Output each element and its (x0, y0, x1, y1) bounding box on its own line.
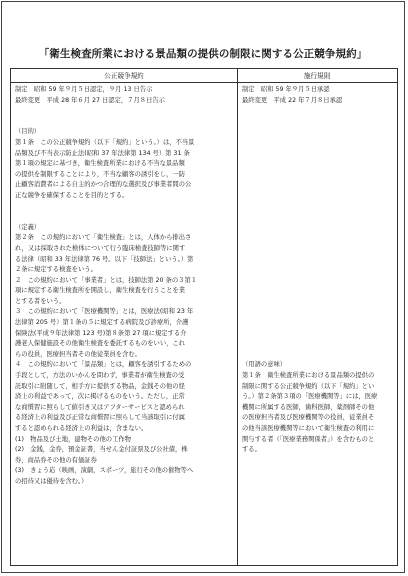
document-title: 「衛生検査所業における景品類の提供の制限に関する公正競争規約」 (38, 48, 368, 60)
code-text-line: 品類及び不当表示防止法(昭和 37 年法律第 134 号）第 31 条 (15, 149, 190, 157)
rules-text-line: 機関に所属する医師，歯科医師，薬剤師その他 (242, 403, 375, 411)
code-text-line (15, 106, 235, 117)
header-enforcement-rules: 施行規則 (237, 69, 397, 83)
comparison-table (10, 68, 398, 566)
code-text-line: すると認められる経済上の利益は，含まない。 (15, 425, 148, 432)
rules-text-line (242, 180, 394, 191)
rules-text-line (242, 307, 394, 318)
header-fair-competition-code: 公正競争規約 (11, 69, 237, 83)
rules-text-line (242, 170, 394, 181)
code-text-line: 済上の利益であって，次に掲げるものをいう。ただし，正常 (15, 393, 185, 401)
rules-text-line (242, 223, 394, 234)
code-text-line: の提供を制限することにより，不当な顧客の誘引をし，一防 (15, 170, 186, 178)
code-text-line (15, 212, 235, 223)
code-text-line: 第２条 この規約において「衛生検査」とは，人体から排出さ (15, 234, 192, 242)
rules-text-column (242, 85, 394, 456)
rules-text-line (242, 233, 394, 244)
rules-text-line (242, 138, 394, 149)
code-text-line: (3) きょう応（映画，演劇，スポーツ，旅行その他の催物等へ (15, 467, 194, 475)
code-text-line: （定義） (15, 223, 41, 231)
code-text-line (15, 202, 235, 213)
code-text-line: 正な競争を確保することを目的とする。 (15, 191, 129, 199)
code-text-line: れ，又は採取された検体について行う臨床検査技師等に関す (15, 244, 186, 252)
code-text-line: の招待又は優待を含む。） (15, 477, 88, 485)
code-text-line: 券，商品券その他の有価証券 (15, 456, 97, 464)
rules-text-line (242, 255, 394, 266)
code-text-line: る経済上の利益及び正常な商慣習に照らして当該取引に付属 (15, 414, 186, 422)
rules-text-line: う。）第２条第３項の「医療機関等」には，医療 (242, 393, 378, 401)
rules-text-line (242, 329, 394, 340)
code-text-line: (1) 物品及び土地，建物その他の工作物 (15, 435, 131, 443)
code-text-line (15, 117, 235, 128)
rules-text-line (242, 318, 394, 329)
code-text-line: る法律（昭和 33 年法律第 76 号。以下「技師法」という。）第 (15, 255, 194, 263)
code-text-line: 制定 昭和 59 年９月５日認定，９月 13 日告示 (15, 86, 153, 93)
code-text-line: らの役員，医療担当者その他従業員を含む。 (15, 350, 141, 358)
code-text-line: 最終変更 平成 28 年６月 27 日認定，７月８日告示 (15, 96, 165, 104)
rules-text-line (242, 117, 394, 128)
code-text-line: 止顧客消費者による自主的かつ合理的な選択及び事業者間の公 (15, 181, 192, 189)
code-text-line: 第１項の規定に基づき，衛生検査所業における不当な景品類 (15, 160, 185, 168)
rules-text-line: の他当該医療機関等において衛生検査の利用に (242, 425, 375, 432)
column-divider (237, 69, 238, 565)
rules-text-line (242, 106, 394, 117)
rules-text-line (242, 202, 394, 213)
code-text-line: な商慣習に照らして値引き又はアフターサービスと認められ (15, 403, 185, 411)
code-text-line: 託取引に附随して，相手方に提供する物品，金銭その他の経 (15, 382, 185, 390)
rules-text-line: 第１条 衛生検査所業における景品類の提供の (242, 372, 375, 380)
rules-text-line (242, 339, 394, 350)
rules-text-line: 最終変更 平成 22 年７月８日承認 (242, 96, 343, 104)
code-text-column (15, 85, 235, 488)
rules-text-line (242, 149, 394, 160)
code-text-line: 項に規定する衛生検査所を開設し，衛生検査を行うことを業 (15, 287, 186, 295)
rules-text-line (242, 286, 394, 297)
code-text-line: ２ この規約において「事業者」とは，技師法第 20 条の３第１ (15, 276, 198, 284)
code-text-line: 護老人保健施設その他衛生検査を委託するものをいい，これ (15, 340, 186, 348)
rules-text-line: 制限に関する公正競争規約（以下「規約」とい (242, 382, 375, 390)
rules-text-line (242, 212, 394, 223)
code-text-line: （目的） (15, 128, 41, 136)
rules-text-line (242, 244, 394, 255)
code-text-line: ２条に規定する検査をいう。 (15, 266, 97, 274)
rules-text-line (242, 265, 394, 276)
rules-text-line (242, 159, 394, 170)
code-text-line: 法律第 205 号）第１条の５に規定する病院及び診療所，介護 (15, 319, 189, 327)
code-text-line: 第１条 この公正競争規約（以下「規約」という。）は，不当景 (15, 138, 195, 146)
rules-text-line (242, 350, 394, 361)
rules-text-line (242, 191, 394, 202)
rules-text-line (242, 297, 394, 308)
rules-text-line: 関与する者（「医療業務関係者」）を含むものと (242, 435, 375, 443)
code-text-line: 保険法(平成９年法律第 123 号)第８条第 27 項に規定する介 (15, 329, 187, 337)
rules-text-line: する。 (242, 446, 261, 454)
code-text-line: ４ この規約において「景品類」とは，顧客を誘引するための (15, 361, 192, 369)
rules-text-line: 制定 昭和 59 年９月５日承認 (242, 86, 330, 93)
code-text-line: 手段として，方法のいかんを問わず，事業者が衛生検査の受 (15, 372, 185, 380)
rules-text-line (242, 276, 394, 287)
code-text-line: ３ この規約において「医療機関等」とは，医療法(昭和 23 年 (15, 308, 194, 316)
rules-text-line: （用語の意味） (242, 361, 287, 369)
code-text-line: とする者をいう。 (15, 297, 66, 305)
rules-text-line (242, 127, 394, 138)
code-text-line: (2) 金銭，金券，預金証書，当せん金付証票及び公社債，株 (15, 446, 188, 454)
rules-text-line: の医療担当者及び医療機関等の役員，従業員そ (242, 414, 375, 422)
